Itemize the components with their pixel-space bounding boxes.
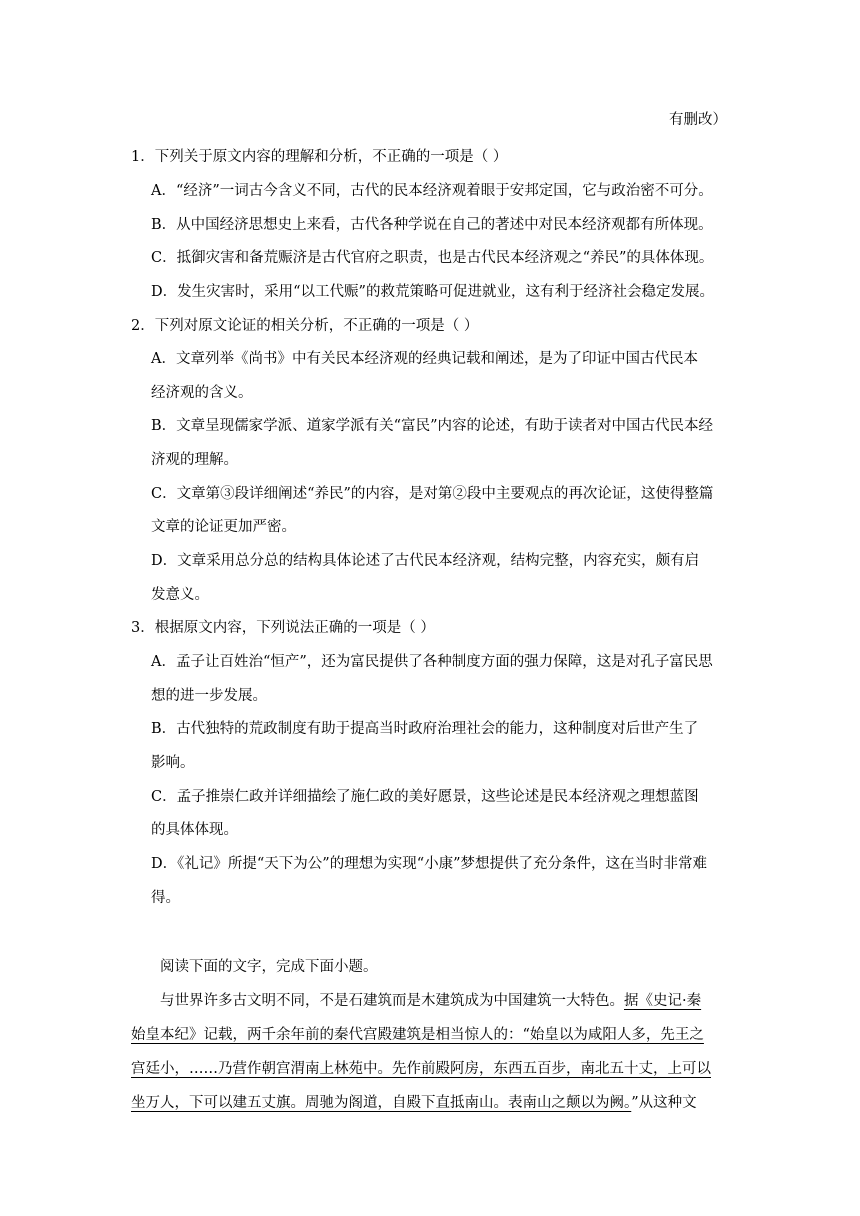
q1-option-b: B．从中国经济思想史上来看，古代各种学说在自己的著述中对民本经济观都有所体现。 [151, 217, 713, 233]
q1-option-a: A．“经济”一词古今含义不同，古代的民本经济观着眼于安邦定国，它与政治密不可分。 [151, 183, 713, 199]
q3-option-d-cont: 得。 [151, 890, 180, 906]
q2-option-b-cont: 济观的理解。 [151, 452, 238, 468]
q1-option-d: D．发生灾害时，采用“以工代赈”的救荒策略可促进就业，这有利于经济社会稳定发展。 [151, 284, 714, 300]
q3-option-a-cont: 想的进一步发展。 [151, 688, 267, 704]
passage-line-1-underlined: 据《史记·秦 [624, 993, 702, 1009]
passage-line-3-underlined: 宫廷小，……乃营作朝宫渭南上林苑中。先作前殿阿房，东西五百步，南北五十丈，上可以 [131, 1061, 711, 1077]
passage-line-2 [131, 1025, 704, 1045]
passage-line-4-after: ”从这种文 [631, 1095, 697, 1111]
q2-option-a: A．文章列举《尚书》中有关民本经济观的经典记载和阐述，是为了印证中国古代民本 [151, 351, 698, 367]
q3-option-a: A．孟子让百姓治“恒产”，还为富民提供了各种制度方面的强力保障，这是对孔子富民思 [151, 654, 713, 670]
q2-option-c-cont: 文章的论证更加严密。 [151, 519, 296, 535]
q3-option-d: D．《礼记》所提“天下为公”的理想为实现“小康”梦想提供了充分条件，这在当时非常难 [151, 856, 708, 872]
q2-option-d: D．文章采用总分总的结构具体论述了古代民本经济观，结构完整，内容充实，颇有启 [151, 553, 700, 569]
q2-option-d-cont: 发意义。 [151, 587, 209, 603]
passage-line-3 [131, 1059, 711, 1079]
q2-option-b: B．文章呈现儒家学派、道家学派有关“富民”内容的论述，有助于读者对中国古代民本经 [151, 418, 713, 434]
passage-line-4-underlined: 坐万人，下可以建五丈旗。周驰为阁道，自殿下直抵南山。表南山之颠以为阙。 [131, 1095, 632, 1111]
passage-line-4 [131, 1093, 697, 1113]
q3-option-b-cont: 影响。 [151, 755, 195, 771]
question-3-stem: 3．根据原文内容，下列说法正确的一项是（ ） [131, 620, 435, 636]
passage-line-2-underlined: 始皇本纪》记载，两千余年前的秦代宫殿建筑是相当惊人的：“始皇以为咸阳人多，先王之 [131, 1027, 704, 1043]
q1-option-c: C．抵御灾害和备荒赈济是古代官府之职责，也是古代民本经济观之“养民”的具体体现。 [151, 250, 714, 266]
passage-line-1-plain: 与世界许多古文明不同，不是石建筑而是木建筑成为中国建筑一大特色。 [160, 993, 624, 1009]
q3-option-b: B．古代独特的荒政制度有助于提高当时政府治理社会的能力，这种制度对后世产生了 [151, 721, 699, 737]
passage-line-1 [160, 991, 701, 1011]
header-fragment: 有删改） [669, 112, 727, 128]
q2-option-a-cont: 经济观的含义。 [151, 385, 253, 401]
q3-option-c: C．孟子推崇仁政并详细描绘了施仁政的美好愿景，这些论述是民本经济观之理想蓝图 [151, 789, 699, 805]
question-2-stem: 2．下列对原文论证的相关分析，不正确的一项是（ ） [131, 318, 479, 334]
q2-option-c: C．文章第③段详细阐述“养民”的内容，是对第②段中主要观点的再次论证，这使得整篇 [151, 486, 714, 502]
q3-option-c-cont: 的具体体现。 [151, 822, 238, 838]
question-1-stem: 1．下列关于原文内容的理解和分析，不正确的一项是（ ） [131, 149, 508, 165]
reading-instruction: 阅读下面的文字，完成下面小题。 [160, 959, 378, 975]
